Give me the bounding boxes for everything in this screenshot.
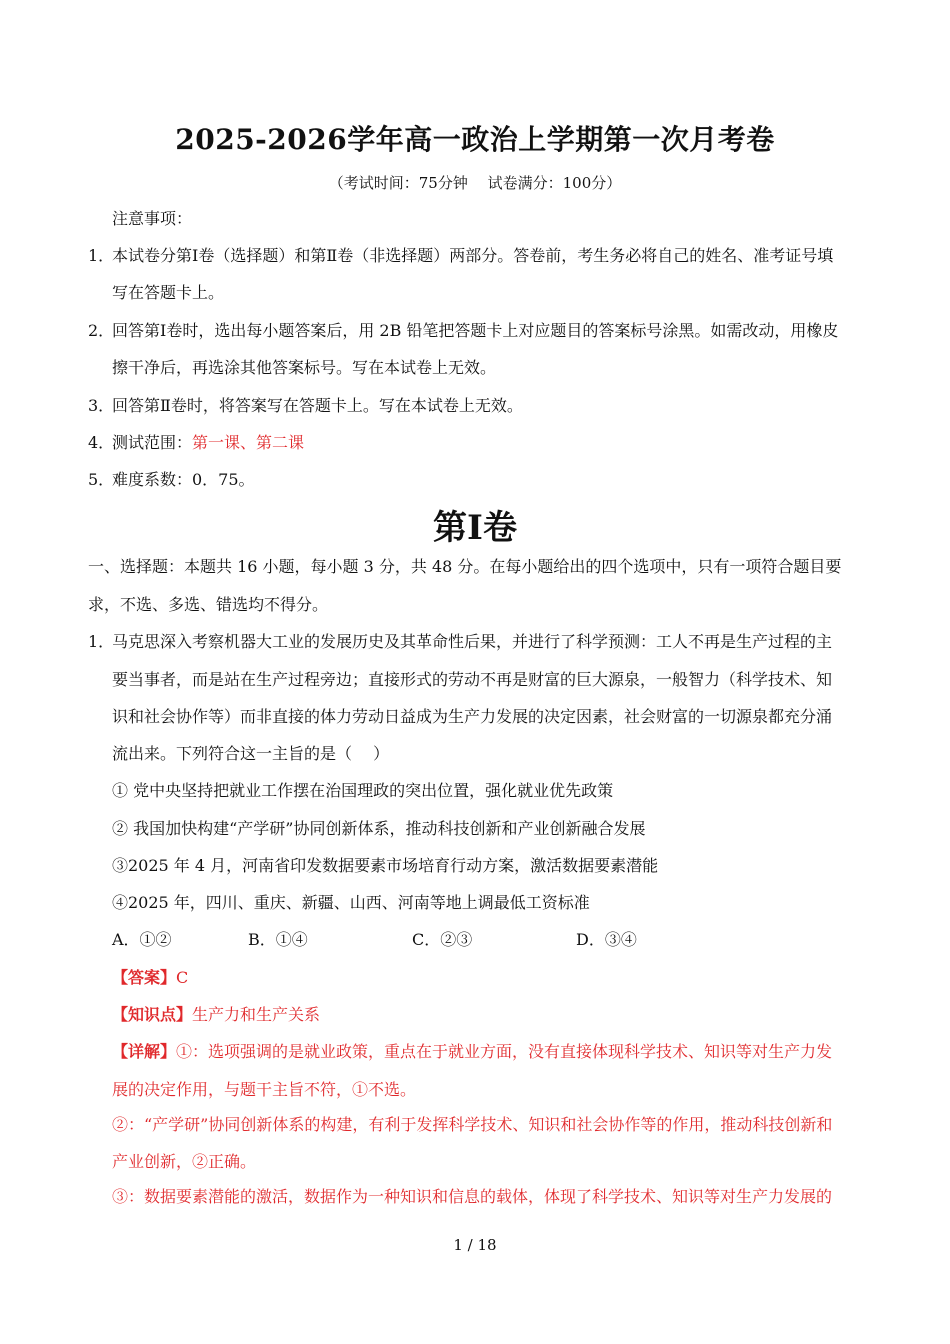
section-title: 第Ⅰ卷	[433, 508, 517, 548]
note-3: 3．回答第Ⅱ卷时，将答案写在答题卡上。写在本试卷上无效。	[88, 396, 523, 415]
statement-2: ② 我国加快构建“产学研”协同创新体系，推动科技创新和产业创新融合发展	[112, 819, 646, 838]
notes-heading: 注意事项：	[112, 209, 193, 228]
statement-4: ④2025 年，四川、重庆、新疆、山西、河南等地上调最低工资标准	[112, 893, 590, 912]
section-instructions-cont: 求，不选、多选、错选均不得分。	[88, 595, 329, 614]
option-c: C．②③	[412, 930, 473, 949]
detail-line: ③：数据要素潜能的激活，数据作为一种知识和信息的载体，体现了科学技术、知识等对生产力发展的	[112, 1187, 833, 1206]
question-1-stem-line: 识和社会协作等）而非直接的体力劳动日益成为生产力发展的决定因素，社会财富的一切源泉都充分涌	[112, 707, 833, 726]
detail-line: 产业创新，②正确。	[112, 1152, 257, 1171]
answer-line: 【答案】C	[112, 968, 189, 987]
knowledge-point-line: 【知识点】生产力和生产关系	[112, 1005, 321, 1024]
exam-subtitle: （考试时间：75分钟 试卷满分：100分）	[328, 174, 622, 192]
question-1-stem-line: 流出来。下列符合这一主旨的是（ ）	[112, 744, 390, 763]
page-number: 1 / 18	[453, 1236, 497, 1254]
note-1: 1．本试卷分第Ⅰ卷（选择题）和第Ⅱ卷（非选择题）两部分。答卷前，考生务必将自己的姓名、准考证号填	[88, 246, 834, 265]
answer-value: C	[176, 968, 189, 987]
detail-line: ②：“产学研”协同创新体系的构建，有利于发挥科学技术、知识和社会协作等的作用，推动科技创新和	[112, 1115, 833, 1134]
test-range: 第一课、第二课	[192, 433, 305, 452]
note-2-cont: 擦干净后，再选涂其他答案标号。写在本试卷上无效。	[112, 358, 497, 377]
note-4: 4．测试范围：第一课、第二课	[88, 433, 305, 452]
question-1-stem: 1．马克思深入考察机器大工业的发展历史及其革命性后果，并进行了科学预测：工人不再是生产过程的主	[88, 632, 833, 651]
section-instructions: 一、选择题：本题共 16 小题，每小题 3 分，共 48 分。在每小题给出的四个选项中，只有一项符合题目要	[88, 557, 842, 576]
exam-title: 2025-2026学年高一政治上学期第一次月考卷	[175, 123, 775, 156]
question-1-stem-line: 要当事者，而是站在生产过程旁边；直接形式的劳动不再是财富的巨大源泉，一般智力（科学技术、知	[112, 670, 833, 689]
statement-3: ③2025 年 4 月，河南省印发数据要素市场培育行动方案，激活数据要素潜能	[112, 856, 659, 875]
detail-line: 【详解】①：选项强调的是就业政策，重点在于就业方面，没有直接体现科学技术、知识等对生产力发	[112, 1042, 833, 1061]
note-2: 2．回答第Ⅰ卷时，选出每小题答案后，用 2B 铅笔把答题卡上对应题目的答案标号涂黑。如需改动，用橡皮	[88, 321, 839, 340]
detail-line: 展的决定作用，与题干主旨不符，①不选。	[112, 1080, 417, 1099]
note-5: 5．难度系数：0．75。	[88, 470, 255, 489]
option-d: D．③④	[576, 930, 637, 949]
note-1-cont: 写在答题卡上。	[112, 283, 225, 302]
option-a: A．①②	[112, 930, 172, 949]
statement-1: ① 党中央坚持把就业工作摆在治国理政的突出位置，强化就业优先政策	[112, 781, 614, 800]
option-b: B．①④	[248, 930, 308, 949]
